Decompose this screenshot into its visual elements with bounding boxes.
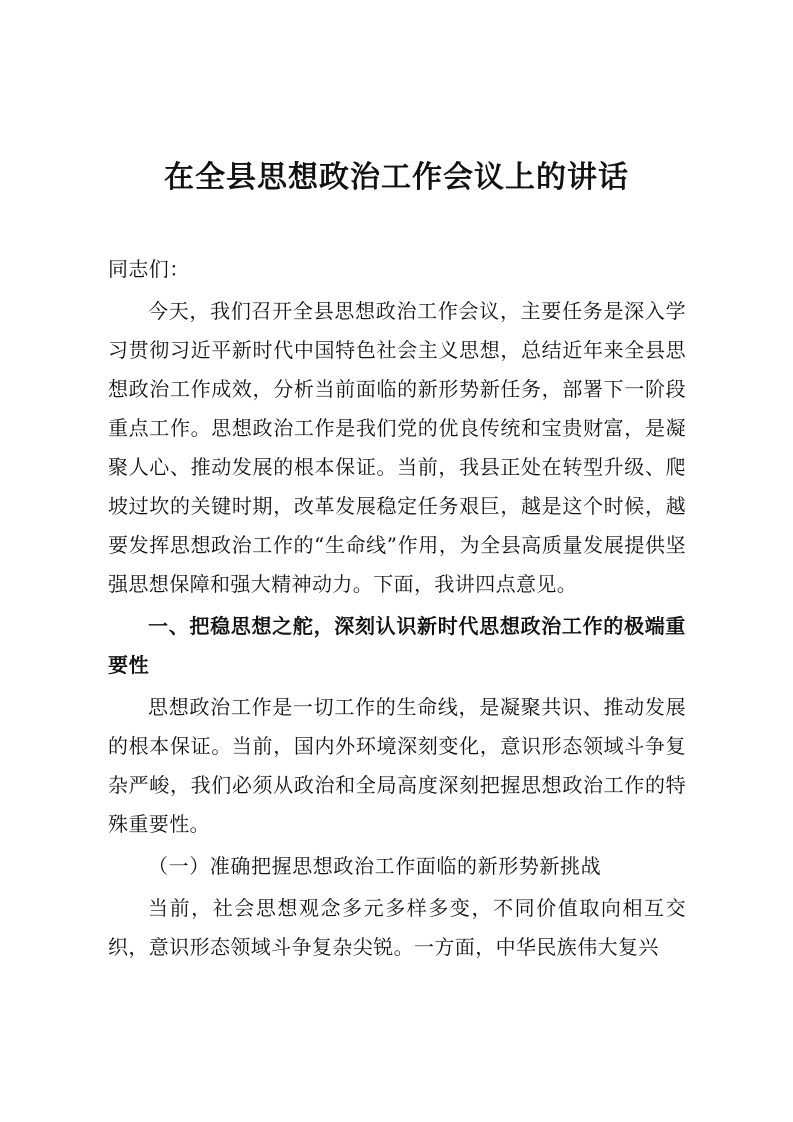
subsection-1-heading: （一）准确把握思想政治工作面临的新形势新挑战 <box>148 854 602 878</box>
salutation: 同志们： <box>108 257 190 281</box>
section-1-paragraph: 思想政治工作是一切工作的生命线，是凝聚共识、推动发展的根本保证。当前，国内外环境深刻变化，意识形态领域斗争复杂严峻，我们必须从政治和全局高度深刻把握思想政治工作的特殊重要性。 <box>108 695 686 836</box>
document-title: 在全县思想政治工作会议上的讲话 <box>164 160 629 195</box>
subsection-1-paragraph: 当前，社会思想观念多元多样多变，不同价值取向相互交织，意识形态领域斗争复杂尖锐。一方面，中华民族伟大复兴 <box>108 896 686 959</box>
intro-paragraph: 今天，我们召开全县思想政治工作会议，主要任务是深入学习贯彻习近平新时代中国特色社会主义思想，总结近年来全县思想政治工作成效，分析当前面临的新形势新任务，部署下一阶段重点工作。思想政治工作是我们党的优良传统和宝贵财富，是凝聚人心、推动发展的根本保证。当前，我县正处在转型升级、爬坡过坎的关键时期，改革发展稳定任务艰巨，越是这个时候，越要发挥思想政治工作的“生命线”作用，为全县高质量发展提供坚强思想保障和强大精神动力。下面，我讲四点意见。 <box>108 299 686 596</box>
section-1-heading: 一、把稳思想之舵，深刻认识新时代思想政治工作的极端重要性 <box>108 614 686 677</box>
document-body <box>108 250 686 970</box>
